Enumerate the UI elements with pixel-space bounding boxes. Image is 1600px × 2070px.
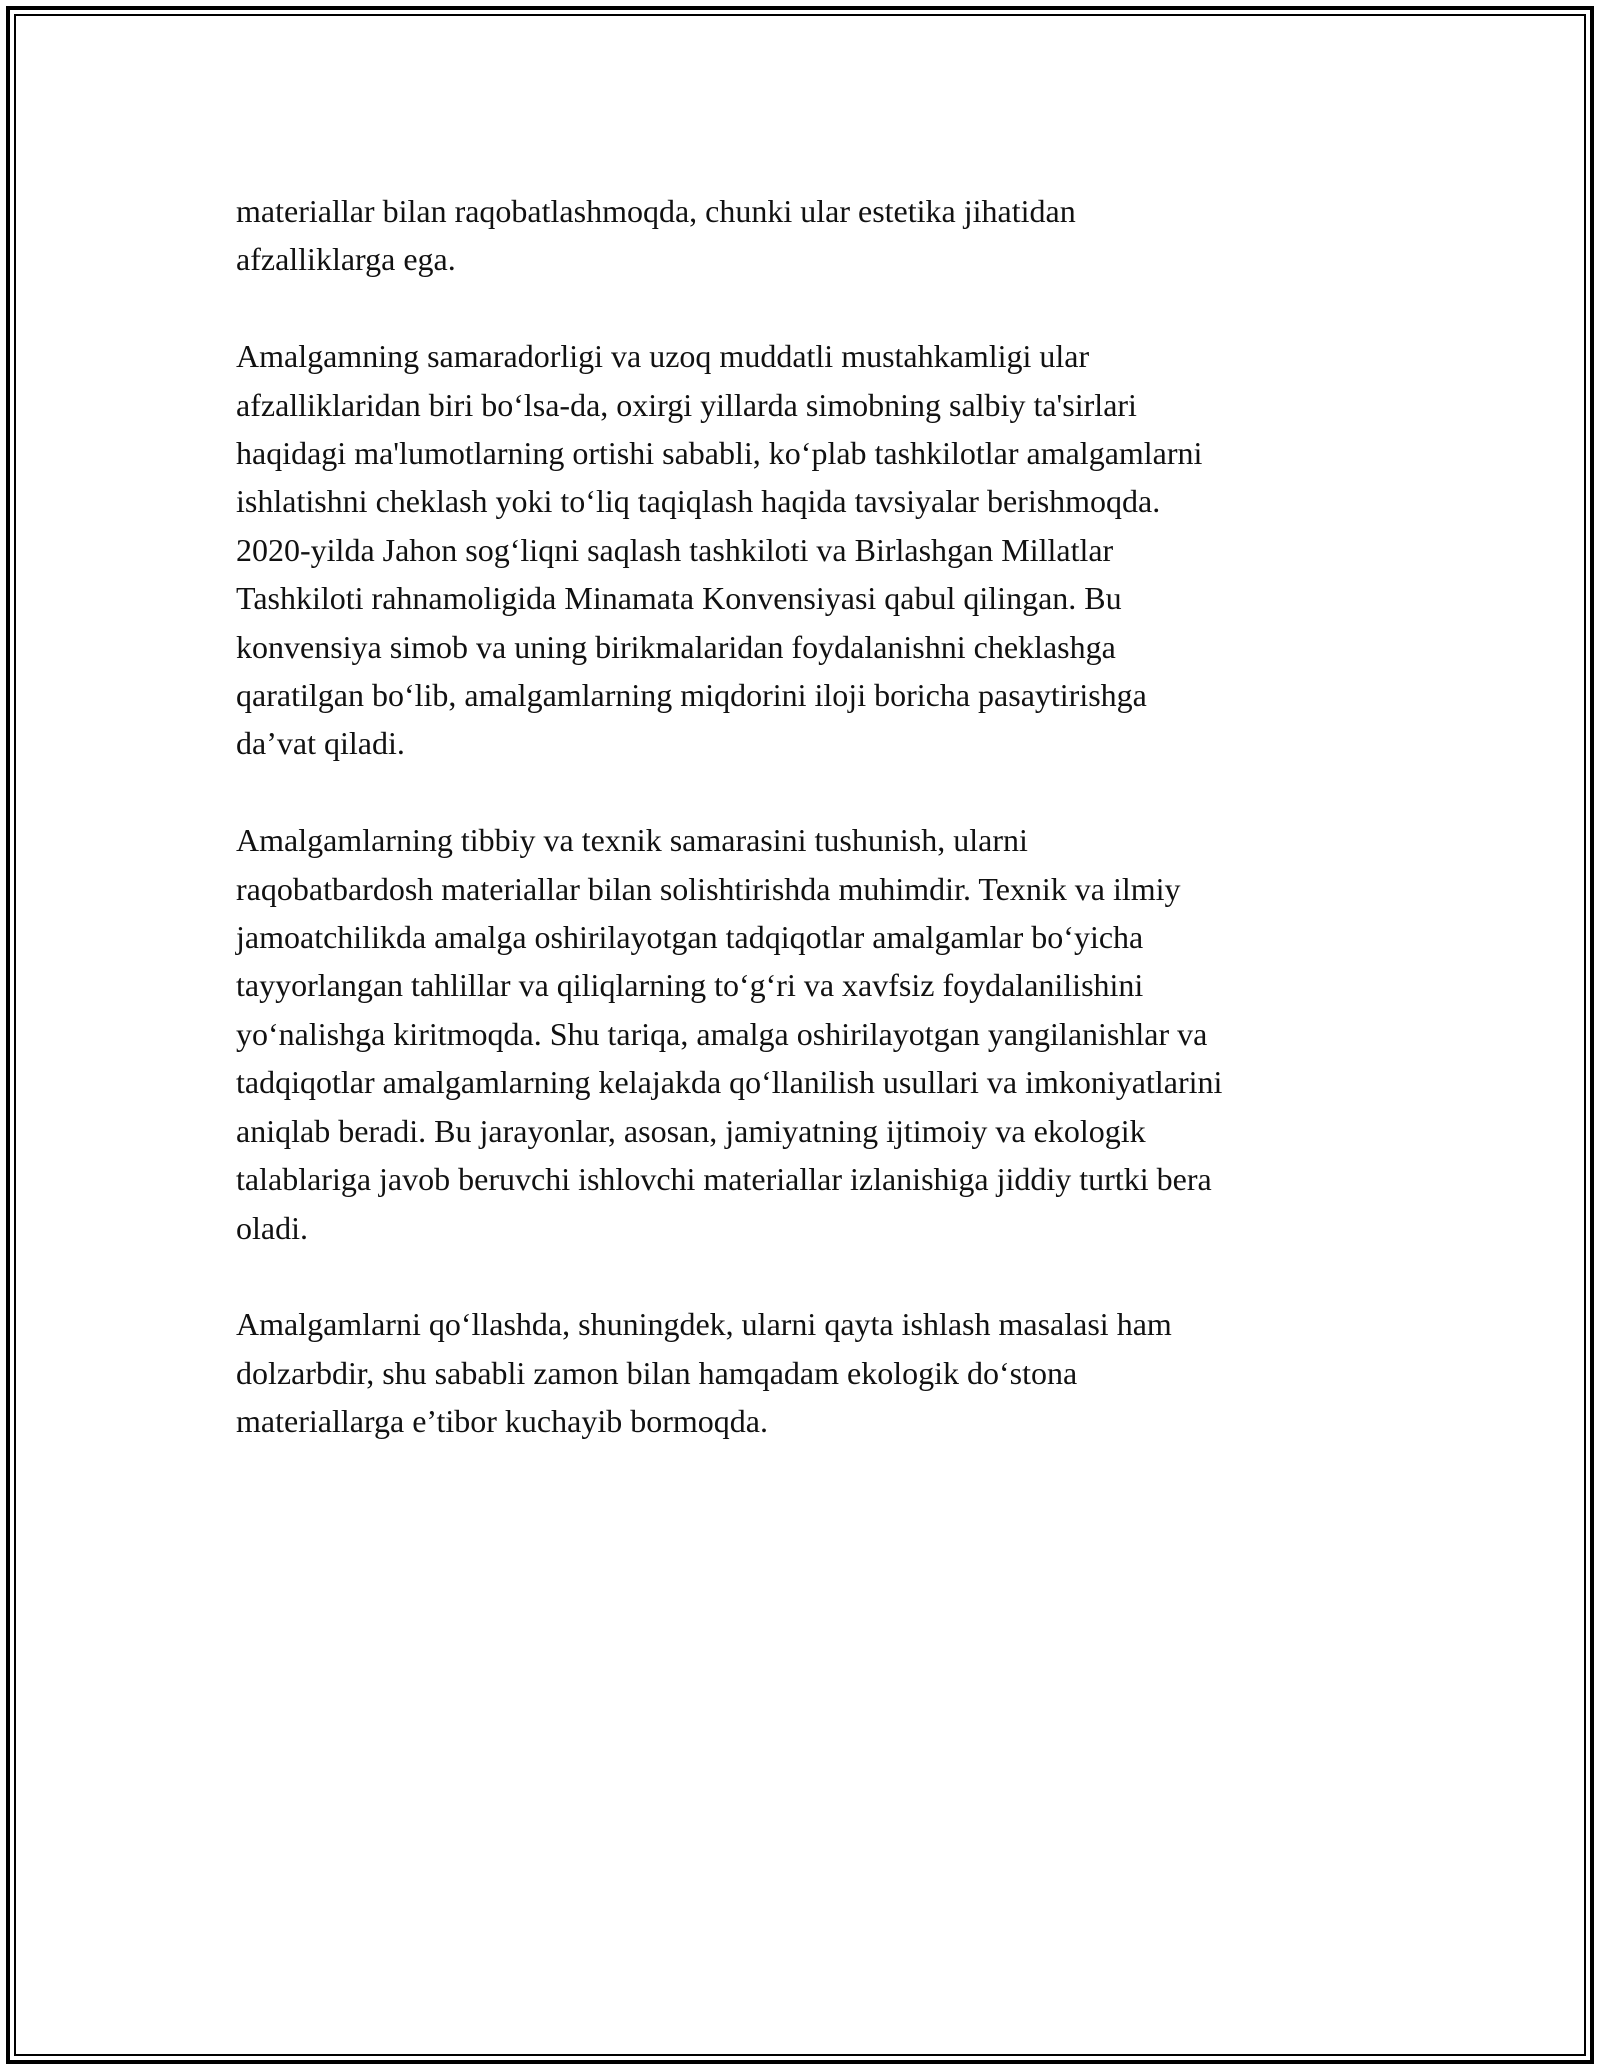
text-line: yo‘nalishga kiritmoqda. Shu tariqa, amalga oshirilayotgan yangilanishlar va	[236, 1015, 1208, 1052]
text-line: afzalliklaridan biri bo‘lsa-da, oxirgi yillarda simobning salbiy ta'sirlari	[236, 386, 1137, 423]
text-line: afzalliklarga ega.	[236, 241, 456, 278]
text-line: tayyorlangan tahlillar va qiliqlarning to‘g‘ri va xavfsiz foydalanilishini	[236, 967, 1144, 1004]
text-line: 2020-yilda Jahon sog‘liqni saqlash tashkiloti va Birlashgan Millatlar	[236, 531, 1114, 568]
text-line: Amalgamlarning tibbiy va texnik samarasini tushunish, ularni	[236, 822, 1028, 859]
text-line: Amalgamning samaradorligi va uzoq muddatli mustahkamligi ular	[236, 338, 1090, 375]
text-line: jamoatchilikda amalga oshirilayotgan tadqiqotlar amalgamlar bo‘yicha	[236, 919, 1144, 956]
paragraph-4	[236, 1300, 1376, 1445]
text-line: da’vat qiladi.	[236, 725, 405, 762]
text-line: haqidagi ma'lumotlarning ortishi sababli, ko‘plab tashkilotlar amalgamlarni	[236, 435, 1203, 472]
text-line: talablariga javob beruvchi ishlovchi materiallar izlanishiga jiddiy turtki bera	[236, 1161, 1212, 1198]
text-line: Amalgamlarni qo‘llashda, shuningdek, ularni qayta ishlash masalasi ham	[236, 1306, 1172, 1343]
text-line: tadqiqotlar amalgamlarning kelajakda qo‘llanilish usullari va imkoniyatlarini	[236, 1064, 1223, 1101]
text-line: qaratilgan bo‘lib, amalgamlarning miqdorini iloji boricha pasaytirishga	[236, 677, 1147, 714]
text-line: ishlatishni cheklash yoki to‘liq taqiqlash haqida tavsiyalar berishmoqda.	[236, 483, 1161, 520]
text-line: materiallarga e’tibor kuchayib bormoqda.	[236, 1403, 768, 1440]
paragraph-2	[236, 332, 1376, 768]
paragraph-3	[236, 816, 1376, 1252]
text-line: dolzarbdir, shu sababli zamon bilan hamqadam ekologik do‘stona	[236, 1354, 1078, 1391]
paragraph-1	[236, 187, 1376, 284]
text-line: oladi.	[236, 1209, 308, 1246]
text-line: raqobatbardosh materiallar bilan solishtirishda muhimdir. Texnik va ilmiy	[236, 870, 1181, 907]
text-line: materiallar bilan raqobatlashmoqda, chunki ular estetika jihatidan	[236, 193, 1076, 229]
text-line: Tashkiloti rahnamoligida Minamata Konvensiyasi qabul qilingan. Bu	[236, 580, 1122, 617]
document-body	[236, 187, 1376, 1494]
text-line: konvensiya simob va uning birikmalaridan foydalanishni cheklashga	[236, 628, 1116, 665]
text-line: aniqlab beradi. Bu jarayonlar, asosan, jamiyatning ijtimoiy va ekologik	[236, 1112, 1146, 1149]
